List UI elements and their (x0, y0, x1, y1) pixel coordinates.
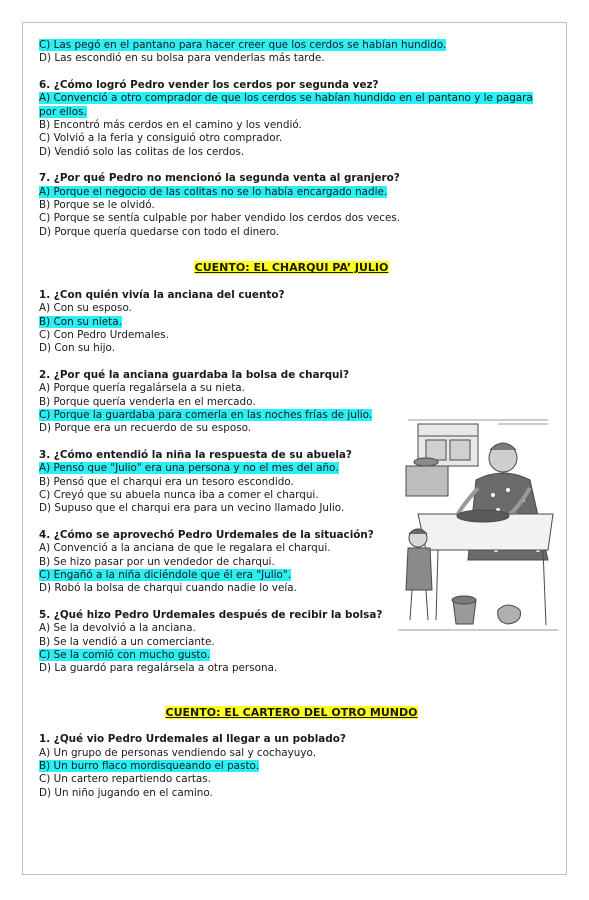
question-block (39, 39, 544, 66)
question-text: 4. ¿Cómo se aprovechó Pedro Urdemales de la situación? (39, 528, 374, 541)
question-text: 3. ¿Cómo entendió la niña la respuesta de su abuela? (39, 448, 352, 461)
option-b: B) Se la vendió a un comerciante. (39, 635, 215, 648)
section-charqui (39, 289, 384, 676)
option-c: C) Engañó a la niña diciéndole que él era "Julio". (39, 569, 291, 581)
option-b: B) Porque quería venderla en el mercado. (39, 395, 256, 408)
option-b: B) Pensó que el charqui era un tesoro escondido. (39, 475, 294, 488)
option-d: D) Porque era un recuerdo de su esposo. (39, 422, 252, 435)
question-text: 2. ¿Por qué la anciana guardaba la bolsa de charqui? (39, 368, 350, 381)
grandmother-kitchen-illustration (398, 410, 558, 642)
section-cartero (39, 733, 544, 800)
question-block (39, 609, 384, 676)
question-block (39, 369, 384, 436)
option-b: B) Un burro flaco mordisqueando el pasto. (39, 760, 259, 773)
question-block (39, 172, 544, 239)
question-block (39, 79, 544, 159)
option-a: A) Porque quería regalársela a su nieta. (39, 382, 245, 395)
option-c: C) Porque la guardaba para comerla en las noches frías de julio. (39, 408, 373, 421)
option-c: C) Con Pedro Urdemales. (39, 328, 169, 341)
option-a: A) Pensó que "Julio" era una persona y no el mes del año. (39, 462, 339, 475)
option-c: C) Volvió a la feria y consiguió otro comprador. (39, 132, 283, 145)
question-block (39, 289, 384, 356)
option-a: A) Con su esposo. (39, 302, 132, 315)
grandmother-kitchen-icon (398, 410, 558, 642)
option-c: C) Se la comió con mucho gusto. (39, 649, 210, 662)
option-d: D) Porque quería quedarse con todo el dinero. (39, 225, 280, 238)
option-a: A) Se la devolvió a la anciana. (39, 622, 196, 635)
option-a: A) Convenció a otro comprador de que los cerdos se habían hundido en el pantano y le pagara por ellos. (39, 92, 533, 118)
option-b: B) Encontró más cerdos en el camino y los vendió. (39, 119, 302, 132)
option-c: C) Un cartero repartiendo cartas. (39, 773, 212, 786)
option-b: B) Porque se le olvidó. (39, 199, 155, 212)
question-text: 5. ¿Qué hizo Pedro Urdemales después de recibir la bolsa? (39, 608, 383, 621)
option-d: D) Robó la bolsa de charqui cuando nadie lo veía. (39, 582, 297, 595)
question-block (39, 529, 384, 596)
option-d: D) Con su hijo. (39, 342, 115, 355)
option-c: C) Las pegó en el pantano para hacer creer que los cerdos se habían hundido. (39, 39, 447, 51)
question-block (39, 449, 384, 516)
option-b: B) Se hizo pasar por un vendedor de charqui. (39, 555, 275, 568)
option-a: A) Convenció a la anciana de que le regalara el charqui. (39, 542, 331, 555)
question-text: 7. ¿Por qué Pedro no mencionó la segunda venta al granjero? (39, 172, 400, 185)
option-a: A) Porque el negocio de las colitas no se lo había encargado nadie. (39, 185, 388, 198)
section-pedro-cerdos (39, 39, 544, 239)
section-title-cartero: CUENTO: EL CARTERO DEL OTRO MUNDO (165, 705, 418, 719)
option-a: A) Un grupo de personas vendiendo sal y cochayuyo. (39, 746, 317, 759)
option-d: D) La guardó para regalársela a otra persona. (39, 662, 278, 675)
option-d: D) Las escondió en su bolsa para venderlas más tarde. (39, 52, 325, 65)
question-block (39, 733, 544, 800)
option-d: D) Un niño jugando en el camino. (39, 786, 213, 799)
option-c: C) Creyó que su abuela nunca iba a comer el charqui. (39, 488, 319, 501)
option-d: D) Supuso que el charqui era para un vecino llamado Julio. (39, 502, 345, 515)
question-text: 1. ¿Qué vio Pedro Urdemales al llegar a un poblado? (39, 733, 346, 746)
question-text: 6. ¿Cómo logró Pedro vender los cerdos por segunda vez? (39, 78, 379, 91)
section-title-charqui: CUENTO: EL CHARQUI PA’ JULIO (194, 261, 389, 275)
option-d: D) Vendió solo las colitas de los cerdos. (39, 145, 245, 158)
option-b: B) Con su nieta. (39, 315, 122, 328)
question-text: 1. ¿Con quién vivía la anciana del cuento? (39, 288, 285, 301)
option-c: C) Porque se sentía culpable por haber vendido los cerdos dos veces. (39, 212, 401, 225)
